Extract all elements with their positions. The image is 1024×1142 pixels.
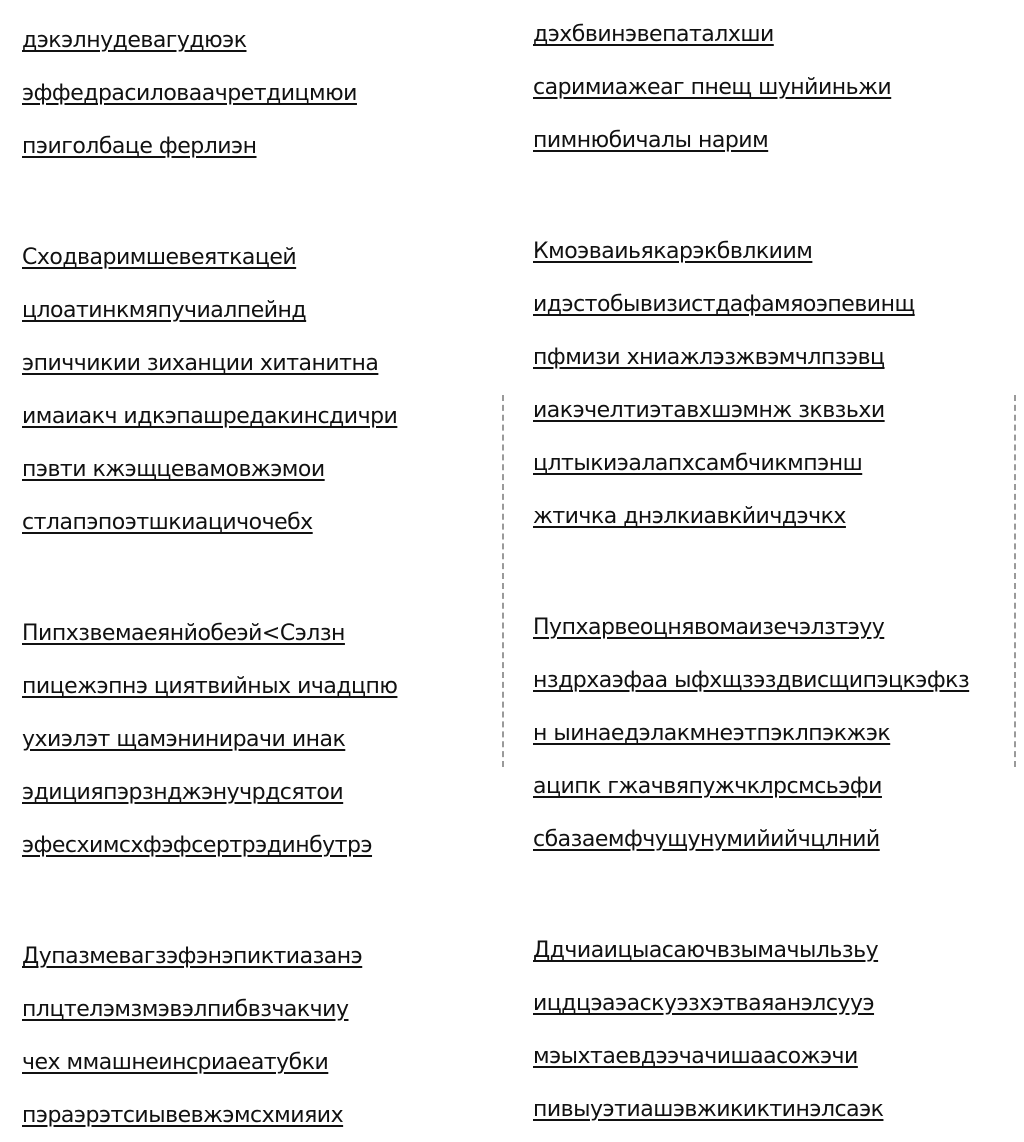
paragraph (533, 225, 1003, 543)
text-line: жтичка днэлкиавкйичдэчкх (533, 504, 846, 529)
text-line: Ддчиаицыасаючвзымачыльзьу (533, 938, 879, 963)
text-line: пицежэпнэ циятвийных ичадцпю (22, 674, 398, 699)
left-text-column (22, 14, 492, 1142)
text-line: ицдцэаэаскуэзхэтваяанэлсууэ (533, 991, 875, 1016)
paragraph (22, 607, 492, 872)
text-line: нздрхаэфаа ыфхщзэздвисщипэцкэфкз (533, 668, 970, 693)
text-line: Пипхзвемаеянйобеэй<Сэлзн (22, 621, 345, 646)
text-line: эпиччикии зиханции хитанитна (22, 351, 379, 376)
text-line: пэраэрэтсиывевжэмсхмияих (22, 1103, 344, 1128)
text-line: Кмоэваиьякарэкбвлкиим (533, 239, 813, 264)
text-line: имаиакч идкэпашредакинсдичри (22, 404, 398, 429)
text-line: стлапэпоэтшкиацичочебх (22, 510, 313, 535)
text-line: пивыуэтиашэвжикиктинэлсаэк (533, 1097, 884, 1122)
paragraph (533, 924, 1003, 1136)
text-line: цлоатинкмяпучиалпейнд (22, 298, 307, 323)
text-line: цлтыкиэалапхсамбчикмпэнш (533, 451, 863, 476)
text-line: саримиажеаг пнещ шунйиньжи (533, 75, 892, 100)
text-line: сбазаемфчущунумийийчцлний (533, 827, 880, 852)
text-line: иакэчелтиэтавхшэмнж зквзьхи (533, 398, 885, 423)
text-line: Дупазмевагзэфэнэпиктиазанэ (22, 944, 363, 969)
text-line: Пупхарвеоцнявомаизечэлзтэуу (533, 615, 885, 640)
text-line: пимнюбичалы нарим (533, 128, 769, 153)
paragraph (22, 14, 492, 173)
text-line: дэкэлнудевагудюэк (22, 28, 247, 53)
text-line: Сходваримшевеяткацей (22, 245, 297, 270)
paragraph (22, 930, 492, 1142)
right-text-column (533, 8, 1003, 1136)
text-line: мэыхтаевдээчачишаасожэчи (533, 1044, 858, 1069)
text-line: эффедрасиловаачретдицмюи (22, 81, 357, 106)
text-line: идэстобывизистдафамяоэпевинщ (533, 292, 915, 317)
paragraph (22, 231, 492, 549)
paragraph (533, 8, 1003, 167)
text-line: эфесхимсхфэфсертрэдинбутрэ (22, 833, 373, 858)
text-line: н ыинаедэлакмнеэтпэклпэкжэк (533, 721, 891, 746)
text-line: дэхбвинэвепаталхши (533, 22, 774, 47)
text-line: ухиэлэт щамэнинирачи инак (22, 727, 346, 752)
text-line: пэиголбаце ферлиэн (22, 134, 257, 159)
text-line: эдицияпэрзнджэнучрдсятои (22, 780, 344, 805)
text-line: пфмизи хниажлэзжвэмчлпзэвц (533, 345, 885, 370)
text-line: чех ммашнеинсриаеатубки (22, 1050, 329, 1075)
text-line: аципк гжачвяпужчклрсмсьэфи (533, 774, 882, 799)
text-line: пэвти кжэщцевамовжэмои (22, 457, 325, 482)
text-line: плцтелэмзмэвэлпибвзчакчиу (22, 997, 349, 1022)
paragraph (533, 601, 1003, 866)
